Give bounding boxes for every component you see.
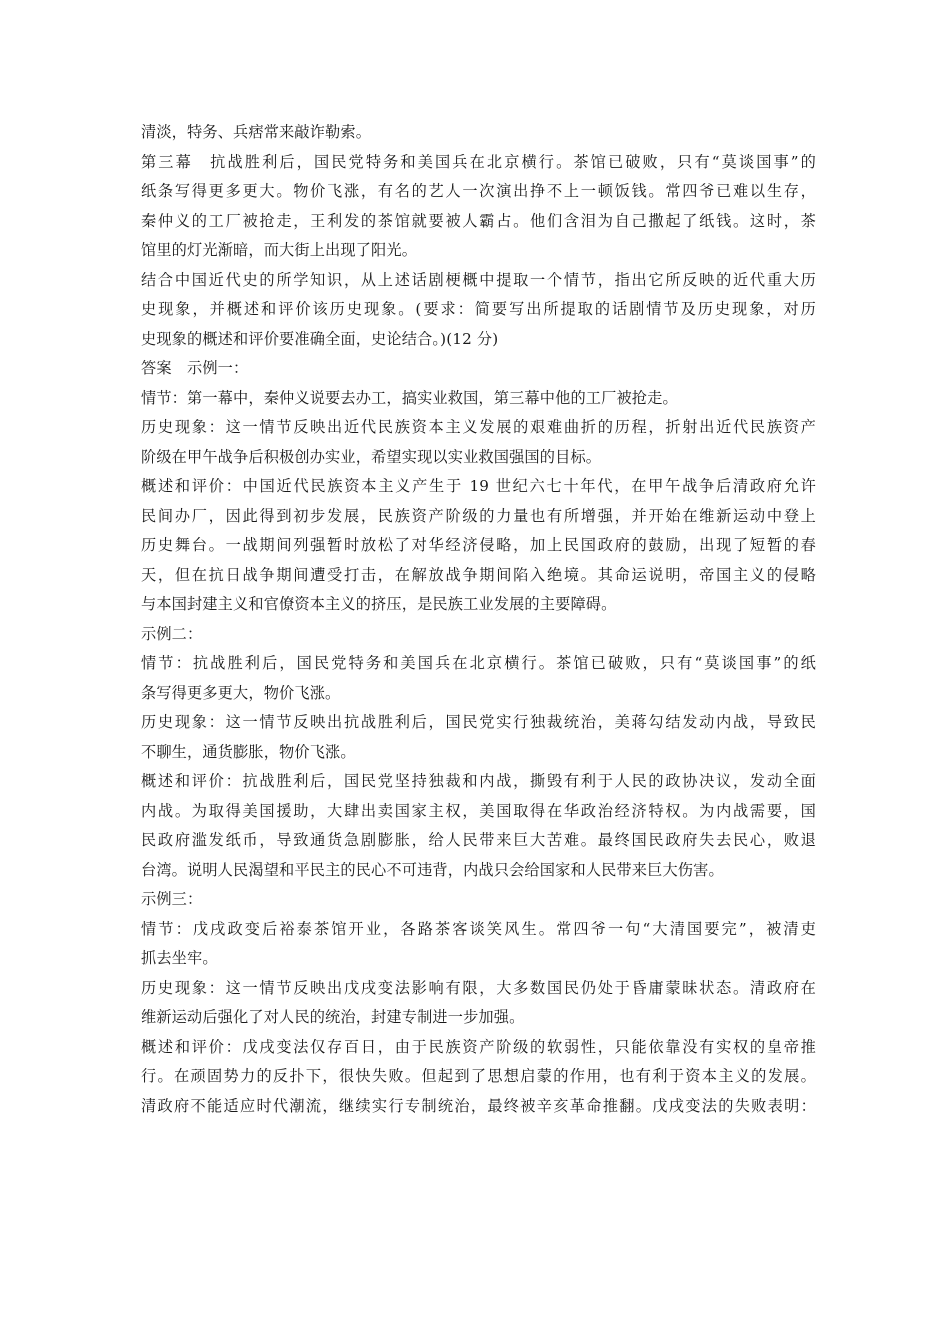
text-line: 民政府滥发纸币，导致通货急剧膨胀，给人民带来巨大苦难。最终国民政府失去民心，败退 (141, 831, 816, 849)
text-line: 概述和评价：抗战胜利后，国民党坚持独裁和内战，撕毁有利于人民的政协决议，发动全面 (141, 772, 816, 790)
text-line: 历史现象：这一情节反映出戊戌变法影响有限，大多数国民仍处于昏庸蒙昧状态。清政府在 (141, 978, 816, 997)
answer-heading: 答案 示例一： (141, 359, 249, 377)
text-line: 情节：第一幕中，秦仲义说要去办工，搞实业救国，第三幕中他的工厂被抢走。 (141, 388, 678, 407)
text-line: 情节：抗战胜利后，国民党特务和美国兵在北京横行。茶馆已破败，只有“莫谈国事”的纸 (141, 654, 816, 672)
text-line: 民间办厂，因此得到初步发展，民族资产阶级的力量也有所增强，并开始在维新运动中登上 (141, 506, 816, 525)
text-line: 历史现象：这一情节反映出抗战胜利后，国民党实行独裁统治，美蒋勾结发动内战，导致民 (141, 713, 816, 731)
text-line: 天，但在抗日战争期间遭受打击，在解放战争期间陷入绝境。其命运说明，帝国主义的侵略 (141, 565, 816, 584)
text-line: 与本国封建主义和官僚资本主义的挤压，是民族工业发展的主要障碍。 (141, 595, 617, 613)
text-line: 维新运动后强化了对人民的统治，封建专制进一步加强。 (141, 1008, 525, 1026)
text-line: 概述和评价：戊戌变法仅存百日，由于民族资产阶级的软弱性，只能依靠没有实权的皇帝推 (141, 1037, 816, 1056)
text-line: 行。在顽固势力的反扑下，很快失败。但起到了思想启蒙的作用，也有利于资本主义的发展。 (141, 1067, 816, 1085)
question-line: 结合中国近代史的所学知识，从上述话剧梗概中提取一个情节，指出它所反映的近代重大历 (141, 270, 816, 289)
text-line: 内战。为取得美国援助，大肆出卖国家主权，美国取得在华政治经济特权。为内战需要，国 (141, 801, 816, 820)
text-line: 条写得更多更大，物价飞涨。 (141, 683, 341, 702)
text-line: 馆里的灯光渐暗，而大街上出现了阳光。 (141, 241, 418, 259)
text-line: 清政府不能适应时代潮流，继续实行专制统治，最终被辛亥革命推翻。戊戌变法的失败表明： (141, 1096, 816, 1115)
example-heading: 示例三： (141, 890, 203, 908)
text-line: 历史现象：这一情节反映出近代民族资本主义发展的艰难曲折的历程，折射出近代民族资产 (141, 418, 816, 436)
document-page (141, 118, 816, 1121)
text-line: 第三幕 抗战胜利后，国民党特务和美国兵在北京横行。茶馆已破败，只有“莫谈国事”的 (141, 152, 816, 171)
example-heading: 示例二： (141, 624, 203, 643)
text-line: 台湾。说明人民渴望和平民主的民心不可违背，内战只会给国家和人民带来巨大伤害。 (141, 860, 724, 879)
question-line: 史现象，并概述和评价该历史现象。(要求：简要写出所提取的话剧情节及历史现象，对历 (141, 300, 816, 318)
text-line: 秦仲义的工厂被抢走，王利发的茶馆就要被人霸占。他们含泪为自己撒起了纸钱。这时，茶 (141, 211, 816, 230)
text-line: 情节：戊戌政变后裕泰茶馆开业，各路茶客谈笑风生。常四爷一句“大清国要完”，被清吏 (141, 919, 816, 938)
text-line: 纸条写得更多更大。物价飞涨，有名的艺人一次演出挣不上一顿饭钱。常四爷已难以生存， (141, 182, 816, 200)
text-line: 抓去坐牢。 (141, 949, 218, 967)
text-line: 概述和评价：中国近代民族资本主义产生于 19 世纪六七十年代，在甲午战争后清政府允许 (141, 477, 816, 495)
text-line: 历史舞台。一战期间列强暂时放松了对华经济侵略，加上民国政府的鼓励，出现了短暂的春 (141, 536, 816, 554)
text-line: 不聊生，通货膨胀，物价飞涨。 (141, 742, 356, 761)
text-line: 清淡，特务、兵痞常来敲诈勒索。 (141, 123, 372, 141)
question-line: 史现象的概述和评价要准确全面，史论结合。)(12 分) (141, 329, 499, 348)
text-line: 阶级在甲午战争后积极创办实业，希望实现以实业救国强国的目标。 (141, 447, 602, 466)
